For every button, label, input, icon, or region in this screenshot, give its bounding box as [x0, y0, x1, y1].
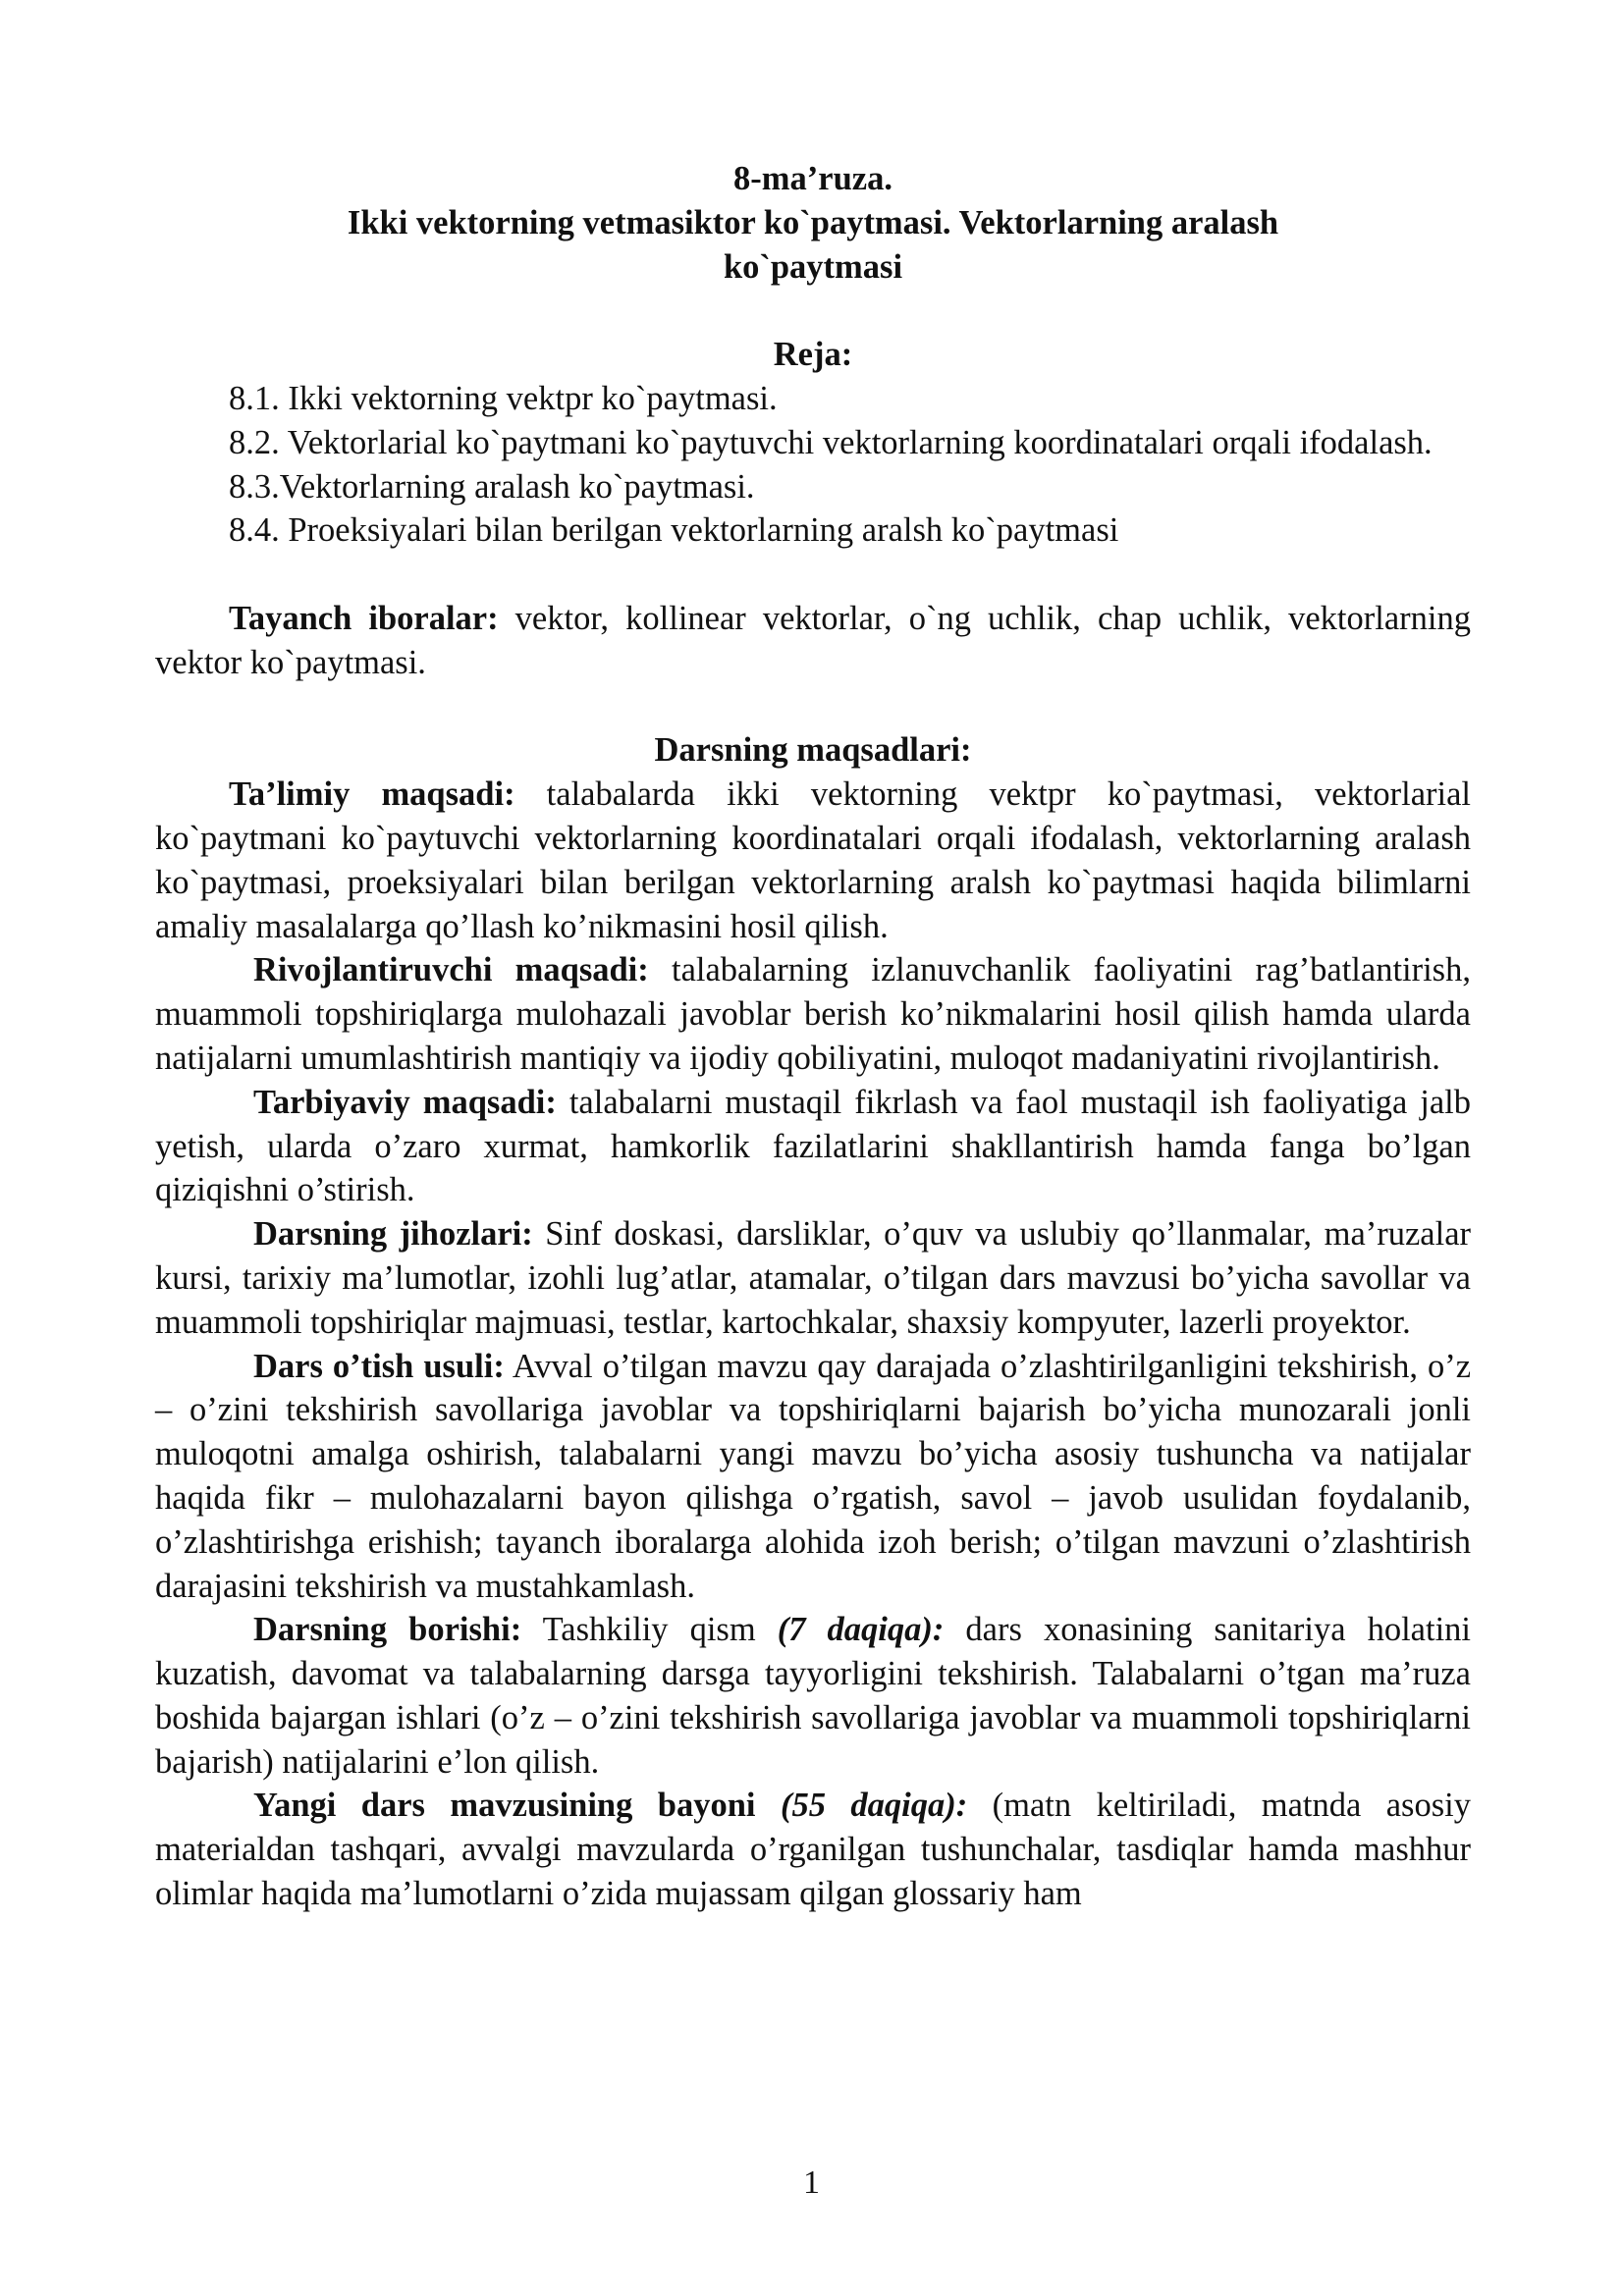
progress-text-before: Tashkiliy qism [521, 1611, 778, 1649]
new-topic-label: Yangi dars mavzusining bayoni [253, 1787, 756, 1825]
upbringing-goal-label: Tarbiyaviy maqsadi: [253, 1083, 557, 1121]
equipment-text: Sinf doskasi, darsliklar, o’quv va uslubiy qo’llanmalar, ma’ruzalar kursi, tarixiy ma’lumotlar, izohli lug’atlar, atamalar, o’tilgan dars mavzusi bo’yicha savollar va muammoli topshiriqlar majmuasi, testlar, kartochkalar, shaxsiy kompyuter, lazerli proyektor. [155, 1215, 1471, 1341]
new-topic-time: (55 daqiqa): [755, 1787, 968, 1825]
educational-goal-text: talabalarda ikki vektorning vektpr ko`paytmasi, vektorlarial ko`paytmani ko`paytuvchi vektorlarning koordinatalari orqali ifodalash, vektorlarning aralash ko`paytmasi, proeksiyalari bilan berilgan vektorlarning aralsh ko`paytmasi haqida bilimlarni amaliy masalalarga qo’llash ko’nikmasini hosil qilish. [155, 775, 1471, 945]
keywords-text: vektor, kollinear vektorlar, o`ng uchlik, chap uchlik, vektorlarning vektor ko`paytmasi. [155, 599, 1471, 681]
lecture-number: 8-ma’ruza. [733, 160, 893, 197]
equipment-label: Darsning jihozlari: [253, 1215, 533, 1254]
educational-goal-paragraph [155, 773, 1471, 948]
keywords-paragraph [155, 597, 1471, 685]
upbringing-goal-paragraph [155, 1081, 1471, 1212]
lecture-title-line2: ko`paytmasi [723, 247, 903, 286]
equipment-paragraph [155, 1212, 1471, 1344]
developmental-goal-paragraph [155, 948, 1471, 1080]
method-paragraph [155, 1345, 1471, 1609]
upbringing-goal-text: talabalarni mustaqil fikrlash va faol mustaqil ish faoliyatiga jalb yetish, ularda o’zaro xurmat, hamkorlik fazilatlarini shakllantirish hamda fanga bo’lgan qiziqishni o’stirish. [155, 1083, 1471, 1209]
new-topic-text: (matn keltiriladi, matnda asosiy materialdan tashqari, avvalgi mavzularda o’rganilgan tushunchalar, tasdiqlar hamda mashhur olimlar haqida ma’lumotlarni o’zida mujassam qilgan glossariy ham [155, 1787, 1471, 1913]
developmental-goal-text: talabalarning izlanuvchanlik faoliyatini rag’batlantirish, muammoli topshiriqlarga mulohazali javoblar berish ko’nikmalarini hosil qilish hamda ularda natijalarni umumlashtirish mantiqiy va ijodiy qobiliyatini, muloqot madaniyatini rivojlantirish. [155, 951, 1471, 1077]
progress-text-after: dars xonasining sanitariya holatini kuzatish, davomat va talabalarning darsga tayyorligini tekshirish. Talabalarni o’tgan ma’ruza boshida bajargan ishlari (o’z – o’zini tekshirish savollariga javoblar va muammoli topshiriqlarni bajarish) natijalarini e’lon qilish. [155, 1611, 1471, 1781]
plan-item-4: 8.4. Proeksiyalari bilan berilgan vektorlarning aralsh ko`paytmasi [229, 511, 1119, 550]
goals-heading: Darsning maqsadlari: [654, 731, 972, 770]
method-text: Avval o’tilgan mavzu qay darajada o’zlashtirilganligini tekshirish, o’z – o’zini tekshirish savollariga javoblar va topshiriqlarni bajarish bo’yicha munozarali jonli muloqotni amalga oshirish, talabalarni yangi mavzu bo’yicha asosiy tushuncha va natijalar haqida fikr – mulohazalarni bayon qilishga o’rgatish, savol – javob usulidan foydalanib, o’zlashtirishga erishish; tayanch iboralarga alohida izoh berish; o’tilgan mavzuni o’zlashtirish darajasini tekshirish va mustahkamlash. [155, 1347, 1472, 1605]
plan-heading: Reja: [773, 336, 853, 374]
progress-time: (7 daqiqa): [777, 1611, 945, 1649]
developmental-goal-label: Rivojlantiruvchi maqsadi: [253, 951, 649, 989]
progress-label: Darsning borishi: [253, 1611, 522, 1649]
page-number: 1 [803, 2164, 820, 2201]
keywords-label: Tayanch iboralar: [229, 599, 499, 637]
new-topic-paragraph [155, 1784, 1471, 1915]
educational-goal-label: Ta’limiy maqsadi: [229, 775, 515, 814]
plan-item-3: 8.3.Vektorlarning aralash ko`paytmasi. [229, 467, 755, 506]
method-label: Dars o’tish usuli: [253, 1347, 505, 1385]
plan-item-1: 8.1. Ikki vektorning vektpr ko`paytmasi. [229, 379, 778, 417]
progress-paragraph [155, 1608, 1471, 1784]
document-page [155, 157, 1471, 1916]
plan-item-2: 8.2. Vektorlarial ko`paytmani ko`paytuvchi vektorlarning koordinatalari orqali ifodalash. [229, 423, 1433, 461]
lecture-title-line1: Ikki vektorning vetmasiktor ko`paytmasi. Vektorlarning aralash [347, 203, 1279, 241]
